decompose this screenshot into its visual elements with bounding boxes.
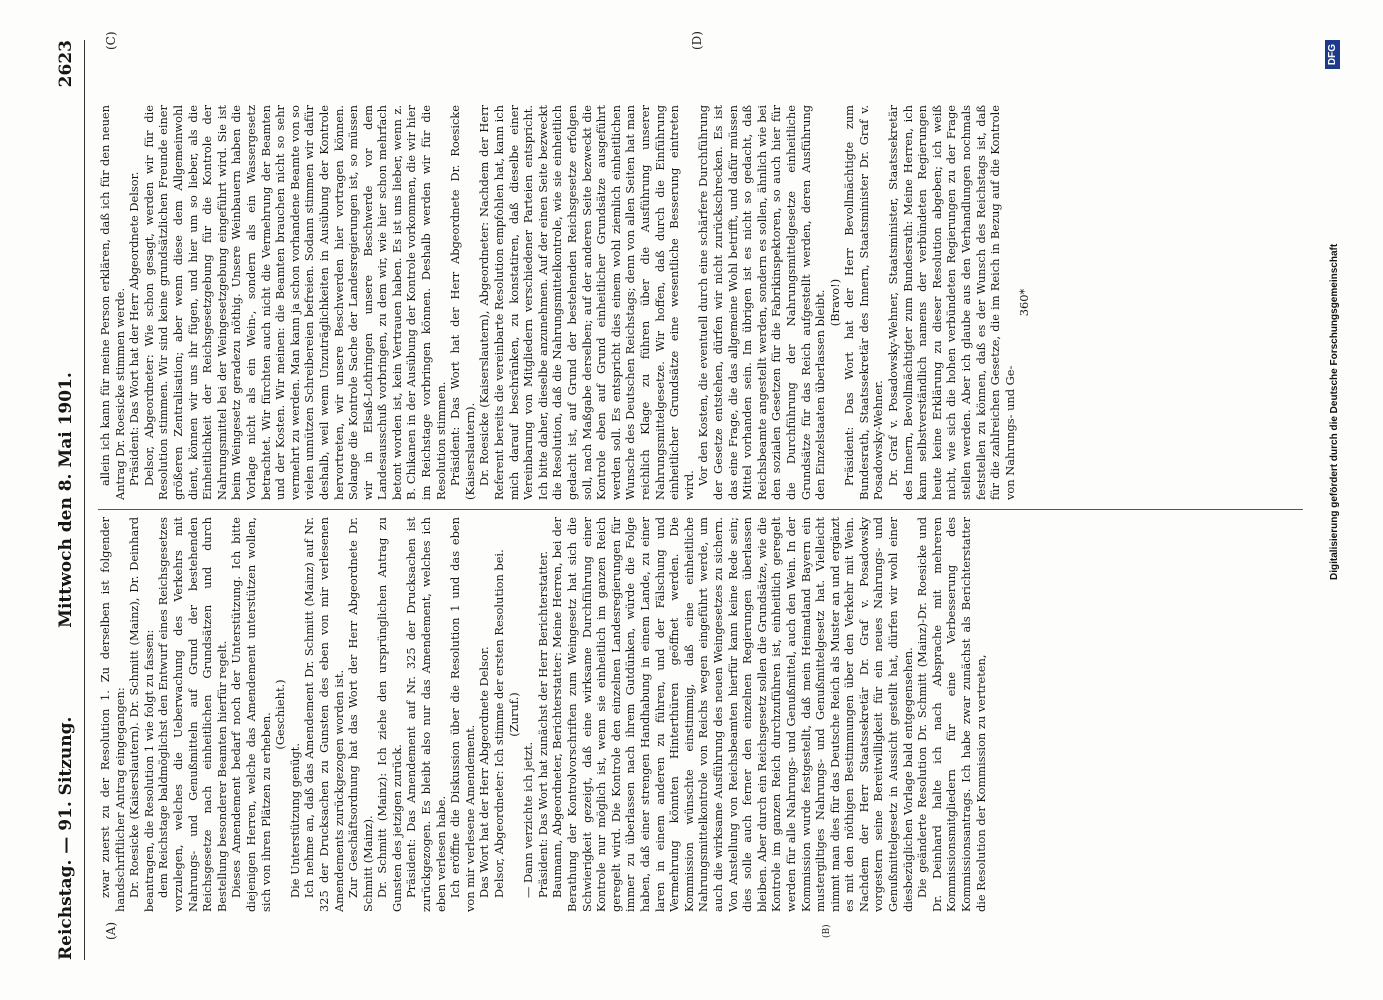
stage-direction: (Bravo!) [827, 278, 842, 327]
header-date: Mittwoch den 8. Mai 1901. [56, 372, 76, 628]
margin-mark-d: (D) [690, 31, 704, 50]
paragraph: Zur Geschäftsordnung hat das Wort der Herr Abgeordnete Dr. Schmitt (Mainz). [346, 517, 375, 912]
page-footer [1325, 40, 1347, 960]
signature-mark: 360* [1017, 288, 1032, 317]
paragraph: Präsident: Das Amendement auf Nr. 325 der Drucksachen ist zurückgezogen. Es bleibt also nur das Amendement, welches ich eben verlesen habe. [404, 517, 448, 912]
paragraph: Präsident: Das Wort hat der Herr Bevollmächtigte zum Bundesrath, Staatssekretär des Innern, Staatsminister Dr. Graf v. Posadowsky-Wehner. [842, 105, 886, 500]
paragraph: Dr. Roesicke (Kaiserslautern). Dr. Schmitt (Mainz), Dr. Deinhard beantragen, die Resolution 1 wie folgt zu fassen: [127, 517, 156, 912]
paragraph: Dr. Schmitt (Mainz): Ich ziehe den ursprünglichen Antrag zu Gunsten des jetzigen zurück. [375, 517, 404, 912]
paragraph: Delsor, Abgeordneter: Ich stimme der ersten Resolution bei. [492, 549, 507, 898]
margin-mark-b: (B) [822, 924, 832, 938]
paragraph: zwar zuerst zu der Resolution 1. Zu derselben ist folgender handschriftlicher Antrag eingegangen: [98, 517, 127, 912]
paragraph: Präsident: Das Wort hat der Herr Abgeordnete Dr. Roesicke (Kaiserslautern). [448, 105, 477, 500]
paragraph: dem Reichstage baldmöglichst den Entwurf eines Reichsgesetzes vorzulegen, welches die Ueberwachung des Verkehrs mit Nahrungs- und Genußmitteln auf Grund der bestehenden Reichsgesetze nach einheitlichen Grundsätzen und durch Bestellung besonderer Beamten hierfür regelt. [156, 517, 229, 912]
paragraph: Die geänderte Resolution Dr. Schmitt (Mainz)-Dr. Roesicke und Dr. Deinhard halte ich nach Absprache mit mehreren Kommissionsmitgliedern für eine Verbesserung des Kommissionsantrags. Ich habe zwar zunächst als Berichterstatter die Resolution der Kommission zu vertreten, [915, 517, 988, 912]
margin-mark-a: (A) [104, 921, 118, 940]
paragraph: Das Wort hat der Herr Abgeordnete Delsor. [477, 646, 492, 898]
page-header [50, 40, 85, 960]
paragraph: Präsident: Das Wort hat zunächst der Herr Berichterstatter. [535, 550, 550, 898]
stage-direction: (Zuruf.) [506, 692, 521, 737]
left-column [98, 517, 1303, 912]
paragraph: Baumann, Abgeordneter, Berichterstatter: Meine Herren, bei der Berathung der Kontrolvorschriften zum Weingesetz hat sich die Schwierigkeit gezeigt, daß eine wirksame Durchführung einer Kontrole nur möglich ist, wenn sie einheitlich im ganzen Reich geregelt wird. Die Kontrole den einzelnen Landesregierungen für immer zu überlassen nach ihrem Gutdünken, würde die Folge haben, daß einer strengen Handhabung in einem Lande, zu einer laren in einem anderen zu führen, und der Fälschung und Vermehrung könnten Hinterthüren geöffnet werden. Die Kommission wünschte einstimmig, daß eine einheitliche Nahrungsmittelkontrole von Reichs wegen eingeführt werde, um auch die wirksame Ausführung des neuen Weingesetzes zu sichern. Von Anstellung von Reichsbeamten hierfür kann keine Rede sein; dies solle auch ferner den einzelnen Regierungen überlassen bleiben. Aber durch ein Reichsgesetz sollen die Grundsätze, wie die Kontrole im ganzen Reich durchzuführen ist, einheitlich geregelt werden für alle Nahrungs- und Genußmittel, auch den Wein. In der Kommission wurde festgestellt, daß mein Heimatland Bayern ein mustergiltiges Nahrungs- und Genußmittelgesetz hat. Vielleicht nimmt man dies für das Deutsche Reich als Muster an und ergänzt es mit den nöthigen Bestimmungen über den Verkehr mit Wein. Nachdem der Herr Staatssekretär Dr. Graf v. Posadowsky vorgestern seine Bereitwilligkeit für ein neues Nahrungs- und Genußmittelgesetz in Aussicht gestellt hat, dürfen wir wohl einer diesbezüglichen Vorlage bald entgegensehen. [550, 517, 915, 912]
paragraph: allein ich kann für meine Person erklären, daß ich für den neuen Antrag Dr. Roesicke stimmen werde. [98, 105, 127, 500]
header-page-number: 2623 [56, 40, 76, 88]
paragraph: Dr. Roesicke (Kaiserslautern), Abgeordneter: Nachdem der Herr Referent bereits die vereinbarte Resolution empfohlen hat, kann ich mich darauf beschränken, zu konstatiren, daß dieselbe einer Vereinbarung von Mitgliedern verschiedener Parteien entspricht. Ich bitte daher, dieselbe anzunehmen. Auf der einen Seite bezweckt die Resolution, daß die Nahrungsmittelkontrole, wie sie einheitlich gedacht ist, auf Grund der bestehenden Reichsgesetze erfolgen soll, nach Maßgabe derselben; auf der anderen Seite bezweckt die Kontrole eben auf Grund einheitlicher Grundsätze ausgeführt werden soll. Es entspricht dies einem wohl ziemlich einheitlichen Wunsche des Deutschen Reichstags; denn von allen Seiten hat man reichlich Klage zu führen über die Ausführung unserer Nahrungsmittelgesetze. Wir hoffen, daß durch die Einführung einheitlicher Grundsätze eine wesentliche Besserung eintreten wird. [477, 105, 696, 500]
dfg-logo: DFG [1325, 40, 1340, 69]
paragraph: Ich nehme an, daß das Amendement Dr. Schmitt (Mainz) auf Nr. 325 der Drucksachen zu Gunsten des eben von mir verlesenen Amendements zurückgezogen worden ist. [302, 517, 346, 912]
paragraph: Delsor, Abgeordneter: Wie schon gesagt, werden wir für die Resolution stimmen. Wir sind keine grundsätzlichen Freunde einer größeren Zentralisation; aber wenn diese dem Allgemeinwohl dient, können wir uns ihr fügen, und hier um so lieber, als die Einheitlichkeit der Reichsgesetzgebung für die Kontrole der Nahrungsmittel bei der Weingesetzgebung eingeführt wird. Sie ist beim Weingesetz geradezu nöthig. Unsere Weinbauern haben die Vorlage nicht als ein Wein-, sondern als ein Wassergesetz betrachtet. Wir fürchten auch nicht die Vermehrung der Beamten und der Kosten. Wir meinen: die Beamten brauchen nicht so sehr vermehrt zu werden. Man kann ja schon vorhandene Beamte von so vielen unnützen Schreibereien befreien. Sodann stimmen wir dafür deshalb, weil wenn Unzuträglichkeiten in Ausübung der Kontrole hervortreten, wir unsere Beschwerden hier vortragen können. Solange die Kontrole Sache der Landesregierungen ist, so müssen wir in Elsaß-Lothringen unsere Beschwerde vor dem Landesausschuß vorbringen, zu dem wir, wie hier schon mehrfach betont worden ist, kein Vertrauen haben. Es ist uns lieber, wenn z. B. Chikanen in der Ausübung der Kontrole vorkommen, die wir hier im Reichstage vorbringen können. Deshalb werden wir für die Resolution stimmen. [141, 105, 448, 500]
margin-mark-c: (C) [104, 31, 118, 50]
digitization-credit: Digitalisierung gefördert durch die Deutsche Forschungsgemeinschaft [1329, 243, 1340, 580]
paragraph: Dieses Amendement bedarf noch der Unterstützung. Ich bitte diejenigen Herren, welche das Amendement unterstützen wollen, sich von ihren Plätzen zu erheben. [229, 517, 273, 912]
header-session: Reichstag. — 91. Sitzung. [56, 716, 76, 960]
right-column [98, 105, 1303, 500]
paragraph: Präsident: Das Wort hat der Herr Abgeordnete Delsor. [127, 171, 142, 486]
column-divider [98, 509, 1303, 510]
paragraph: Vor den Kosten, die eventuell durch eine schärfere Durchführung der Gesetze entstehen, dürfen wir nicht zurückschrecken. Es ist das eine Frage, die das allgemeine Wohl betrifft, und dafür müssen Mittel vorhanden sein. Im übrigen ist es nicht so gedacht, daß Reichsbeamte angestellt werden, sondern es sollen, ähnlich wie bei den sozialen Gesetzen für die Fabrikinspektoren, so auch hier für die Durchführung der Nahrungsmittelgesetze einheitliche Grundsätze für das Reich aufgestellt werden, deren Ausführung den Einzelstaaten überlassen bleibt. [696, 105, 828, 500]
paragraph: Dr. Graf v. Posadowsky-Wehner, Staatsminister, Staatssekretär des Innern, Bevollmächtigter zum Bundesrath: Meine Herren, ich kann selbstverständlich namens der verbündeten Regierungen heute keine Erklärung zu dieser Resolution abgeben; ich weiß nicht, wie sich die hohen verbündeten Regierungen zu der Frage stellen werden. Aber ich glaube aus den Verhandlungen nochmals feststellen zu können, daß es der Wunsch des Reichstags ist, daß für die zahlreichen Gesetze, die im Reich in Bezug auf die Kontrole von Nahrungs- und Ge- [886, 105, 1017, 500]
paragraph: Die Unterstützung genügt. [287, 743, 302, 898]
paragraph: Ich eröffne die Diskussion über die Resolution 1 und das eben von mir verlesene Amendement. [448, 517, 477, 912]
stage-direction: (Geschieht.) [273, 679, 288, 750]
paragraph: — Dann verzichte ich jetzt. [521, 741, 536, 898]
